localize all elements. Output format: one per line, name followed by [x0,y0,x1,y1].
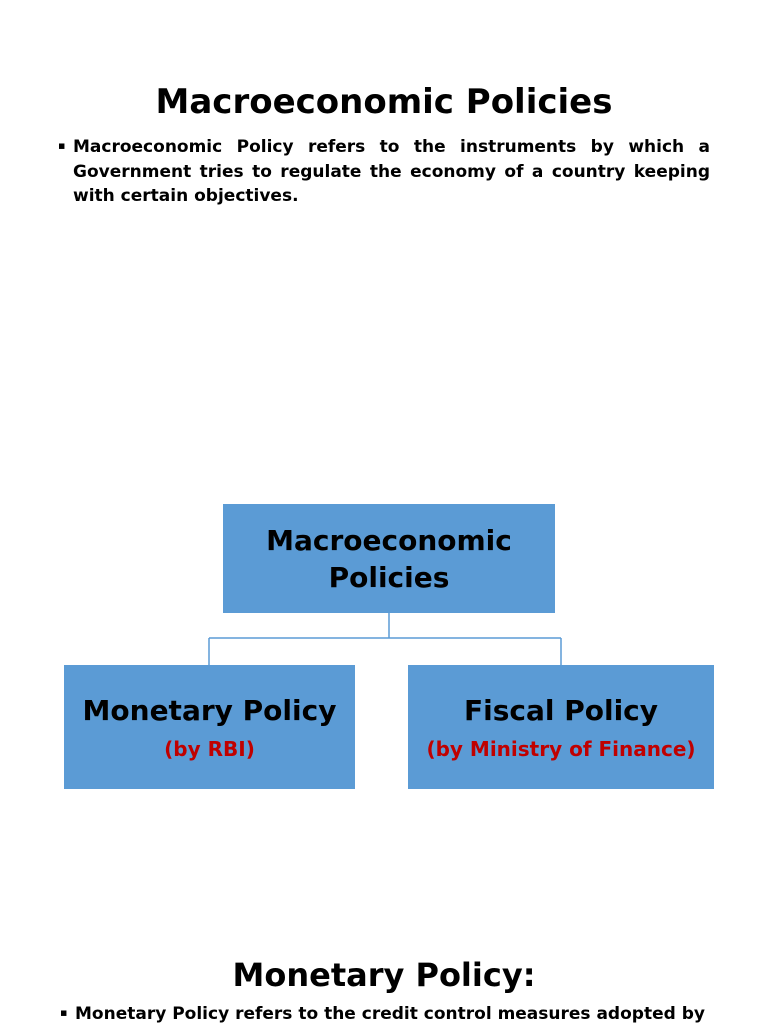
fiscal-policy-sub: (by Ministry of Finance) [426,736,696,761]
diagram-root-box [223,504,555,613]
monetary-policy-sub: (by RBI) [164,736,255,761]
diagram-root-label: Macroeconomic Policies [266,523,512,594]
monetary-policy-box [64,665,355,789]
fiscal-policy-label: Fiscal Policy [463,693,659,727]
bullet-marker: ▪ [60,1006,68,1019]
section-bullet [60,1002,750,1024]
bullet-marker: ▪ [58,139,66,152]
intro-bullet-text: Macroeconomic Policy refers to the instruments by which a Government tries to regulate the economy of a country keeping with certain objectives. [73,137,710,206]
fiscal-policy-box [408,665,714,789]
monetary-policy-label: Monetary Policy [82,693,337,727]
slide-title: Macroeconomic Policies [155,82,613,122]
section-title: Monetary Policy: [232,956,536,994]
section-bullet-text: Monetary Policy refers to the credit control measures adopted by [75,1004,705,1024]
